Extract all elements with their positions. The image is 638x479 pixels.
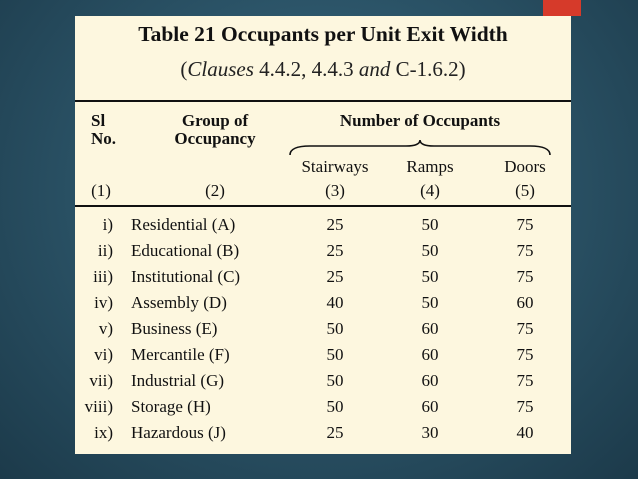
table-row [75,394,571,420]
row-ramps: 60 [421,345,439,364]
row-group: Mercantile (F) [131,345,230,364]
row-ramps: 50 [421,293,439,312]
row-stairways: 40 [326,293,344,312]
table-row [75,238,571,264]
header-number-of-occupants: Number of Occupants [339,111,501,130]
table-subtitle: (Clauses 4.4.2, 4.4.3 and C-1.6.2) [180,57,466,81]
row-doors: 75 [516,215,534,234]
row-sl: viii) [84,397,113,416]
col-number-2: (2) [205,181,225,200]
row-group: Institutional (C) [131,267,241,286]
row-group: Business (E) [131,319,218,338]
table-row [75,342,571,368]
row-doors: 75 [516,397,534,416]
row-doors: 60 [516,293,534,312]
clauses-and: and [358,57,391,81]
row-stairways: 25 [326,267,344,286]
table-document [75,16,571,454]
row-sl: v) [98,319,113,338]
clauses-word: Clauses [187,57,254,81]
row-sl: ii) [97,241,113,260]
row-group: Educational (B) [131,241,240,260]
clauses-nums-1: 4.4.2, 4.4.3 [259,57,354,81]
header-ramps: Ramps [406,157,454,176]
header-sl-line2: No. [91,129,117,148]
row-stairways: 50 [326,319,344,338]
table-row [75,212,571,238]
row-sl: iii) [93,267,113,286]
header-doors: Doors [504,157,546,176]
header-brace [288,139,552,157]
row-ramps: 60 [421,397,439,416]
row-stairways: 50 [326,397,344,416]
row-group: Residential (A) [131,215,236,234]
header-group-line2: Occupancy [174,129,256,148]
clauses-nums-2: C-1.6.2 [395,57,459,81]
row-doors: 75 [516,319,534,338]
row-group: Storage (H) [131,397,211,416]
row-doors: 75 [516,267,534,286]
row-group: Assembly (D) [131,293,227,312]
row-ramps: 60 [421,319,439,338]
row-ramps: 50 [421,241,439,260]
row-stairways: 50 [326,371,344,390]
row-sl: i) [102,215,113,234]
row-sl: iv) [94,293,113,312]
row-doors: 40 [516,423,534,442]
row-doors: 75 [516,241,534,260]
row-ramps: 30 [421,423,439,442]
table-row [75,264,571,290]
row-stairways: 25 [326,423,344,442]
row-doors: 75 [516,345,534,364]
row-sl: vi) [94,345,113,364]
row-ramps: 60 [421,371,439,390]
col-number-3: (3) [325,181,345,200]
header-stairways: Stairways [301,157,369,176]
header-group-line1: Group of [181,111,249,130]
row-group: Hazardous (J) [131,423,226,442]
table-title: Table 21 Occupants per Unit Exit Width [138,22,508,46]
table-row [75,290,571,316]
row-doors: 75 [516,371,534,390]
row-sl: ix) [94,423,113,442]
table-row [75,420,571,446]
table-row [75,316,571,342]
row-ramps: 50 [421,215,439,234]
col-number-4: (4) [420,181,440,200]
row-stairways: 25 [326,241,344,260]
col-number-1: (1) [91,181,111,200]
header-rule [75,205,571,207]
row-ramps: 50 [421,267,439,286]
top-rule [75,100,571,102]
row-stairways: 50 [326,345,344,364]
row-stairways: 25 [326,215,344,234]
accent-bar [543,0,581,16]
header-sl-line1: Sl [91,111,106,130]
col-number-5: (5) [515,181,535,200]
row-sl: vii) [89,371,113,390]
row-group: Industrial (G) [131,371,225,390]
table-row [75,368,571,394]
